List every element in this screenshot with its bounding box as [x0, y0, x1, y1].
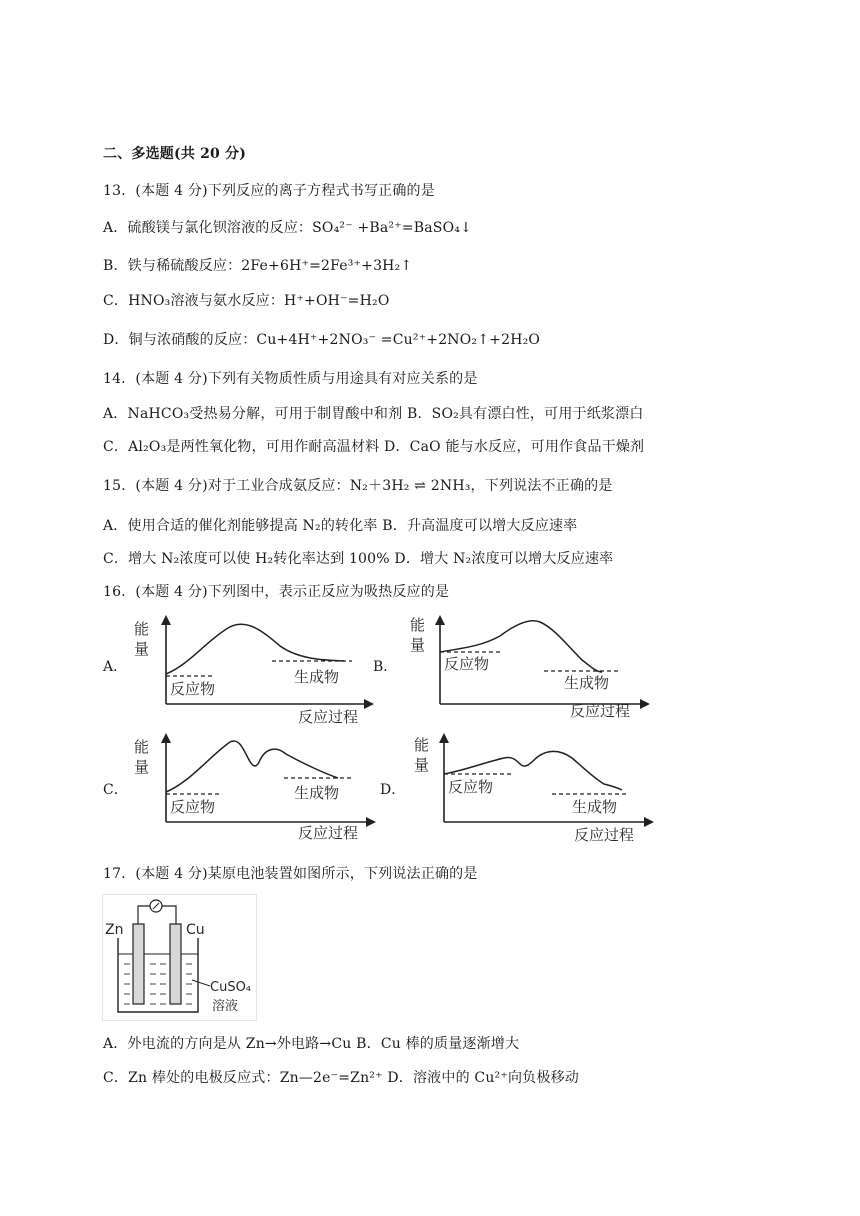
label-pointer	[192, 980, 210, 986]
zinc-electrode	[133, 924, 144, 1004]
section-title: 二、多选题(共 20 分)	[103, 146, 247, 162]
reactant-label: 反应物	[170, 680, 216, 698]
x-axis-arrow	[366, 817, 376, 827]
question-17-stem: 17．(本题 4 分)某原电池装置如图所示，下列说法正确的是	[103, 866, 478, 882]
question-16-option-c-label: C．	[103, 782, 128, 798]
x-axis-label: 反应过程	[298, 824, 359, 842]
energy-diagram-b	[404, 612, 666, 724]
question-13-stem: 13．(本题 4 分)下列反应的离子方程式书写正确的是	[103, 183, 435, 199]
y-axis-arrow	[435, 615, 445, 625]
y-axis-label-bottom: 量	[410, 636, 426, 654]
y-axis-label-bottom: 量	[134, 758, 150, 776]
energy-diagram-a	[130, 612, 390, 724]
question-13-option-d: D．铜与浓硝酸的反应：Cu+4H⁺+2NO₃⁻ =Cu²⁺+2NO₂↑+2H₂O	[103, 332, 541, 348]
question-14-stem: 14．(本题 4 分)下列有关物质性质与用途具有对应关系的是	[103, 371, 478, 387]
y-axis-label-top: 能	[134, 620, 150, 638]
question-14-options-cd: C．Al₂O₃是两性氧化物，可用作耐高温材料 D．CaO 能与水反应，可用作食品干燥剂	[103, 439, 645, 455]
y-axis-label-top: 能	[134, 738, 150, 756]
question-15-options-ab: A．使用合适的催化剂能够提高 N₂的转化率 B．升高温度可以增大反应速率	[103, 518, 578, 534]
copper-electrode	[170, 924, 181, 1004]
cu-label: Cu	[186, 922, 205, 938]
reactant-label: 反应物	[448, 778, 494, 796]
solution-name-label: CuSO₄	[210, 980, 252, 995]
solution-label: 溶液	[212, 999, 239, 1014]
x-axis-arrow	[640, 699, 650, 709]
question-16-stem: 16．(本题 4 分)下列图中，表示正反应为吸热反应的是	[103, 584, 450, 600]
product-label: 生成物	[294, 668, 340, 686]
question-15-stem: 15．(本题 4 分)对于工业合成氨反应：N₂＋3H₂ ⇌ 2NH₃，下列说法不正确的是	[103, 478, 613, 494]
x-axis-label: 反应过程	[574, 826, 635, 844]
y-axis-label-bottom: 量	[134, 640, 150, 658]
x-axis-arrow	[364, 699, 374, 709]
y-axis-arrow	[161, 733, 171, 743]
energy-diagram-d	[408, 730, 670, 844]
question-13-option-c: C．HNO₃溶液与氨水反应：H⁺+OH⁻=H₂O	[103, 293, 390, 309]
zn-label: Zn	[105, 922, 124, 938]
question-16-option-a-label: A．	[103, 659, 128, 675]
question-17-options-cd: C．Zn 棒处的电极反应式：Zn—2e⁻=Zn²⁺ D．溶液中的 Cu²⁺向负极移动	[103, 1070, 579, 1086]
question-13-option-a: A．硫酸镁与氯化钡溶液的反应：SO₄²⁻ +Ba²⁺=BaSO₄↓	[103, 220, 472, 236]
x-axis-label: 反应过程	[298, 708, 359, 726]
reactant-label: 反应物	[444, 655, 490, 673]
product-label: 生成物	[294, 784, 340, 802]
product-label: 生成物	[572, 798, 618, 816]
question-16-option-d-label: D．	[380, 782, 406, 798]
beaker	[118, 938, 198, 1012]
x-axis-arrow	[644, 817, 654, 827]
energy-diagram-c	[130, 730, 392, 844]
x-axis-label: 反应过程	[570, 702, 631, 720]
question-16-option-b-label: B．	[373, 659, 398, 675]
y-axis-label-top: 能	[410, 616, 426, 634]
question-17-options-ab: A．外电流的方向是从 Zn→外电路→Cu B．Cu 棒的质量逐渐增大	[103, 1036, 520, 1052]
product-label: 生成物	[564, 674, 610, 692]
question-13-option-b: B．铁与稀硫酸反应：2Fe+6H⁺=2Fe³⁺+3H₂↑	[103, 258, 413, 274]
reactant-label: 反应物	[170, 798, 216, 816]
y-axis-label-bottom: 量	[414, 756, 430, 774]
y-axis-arrow	[439, 733, 449, 743]
y-axis-label-top: 能	[414, 736, 430, 754]
galvanic-cell-diagram	[102, 894, 258, 1026]
y-axis-arrow	[161, 615, 171, 625]
energy-curve	[166, 624, 344, 674]
question-15-options-cd: C．增大 N₂浓度可以使 H₂转化率达到 100% D．增大 N₂浓度可以增大反应速率	[103, 551, 614, 567]
question-14-options-ab: A．NaHCO₃受热易分解，可用于制胃酸中和剂 B．SO₂具有漂白性，可用于纸浆漂白	[103, 406, 644, 422]
